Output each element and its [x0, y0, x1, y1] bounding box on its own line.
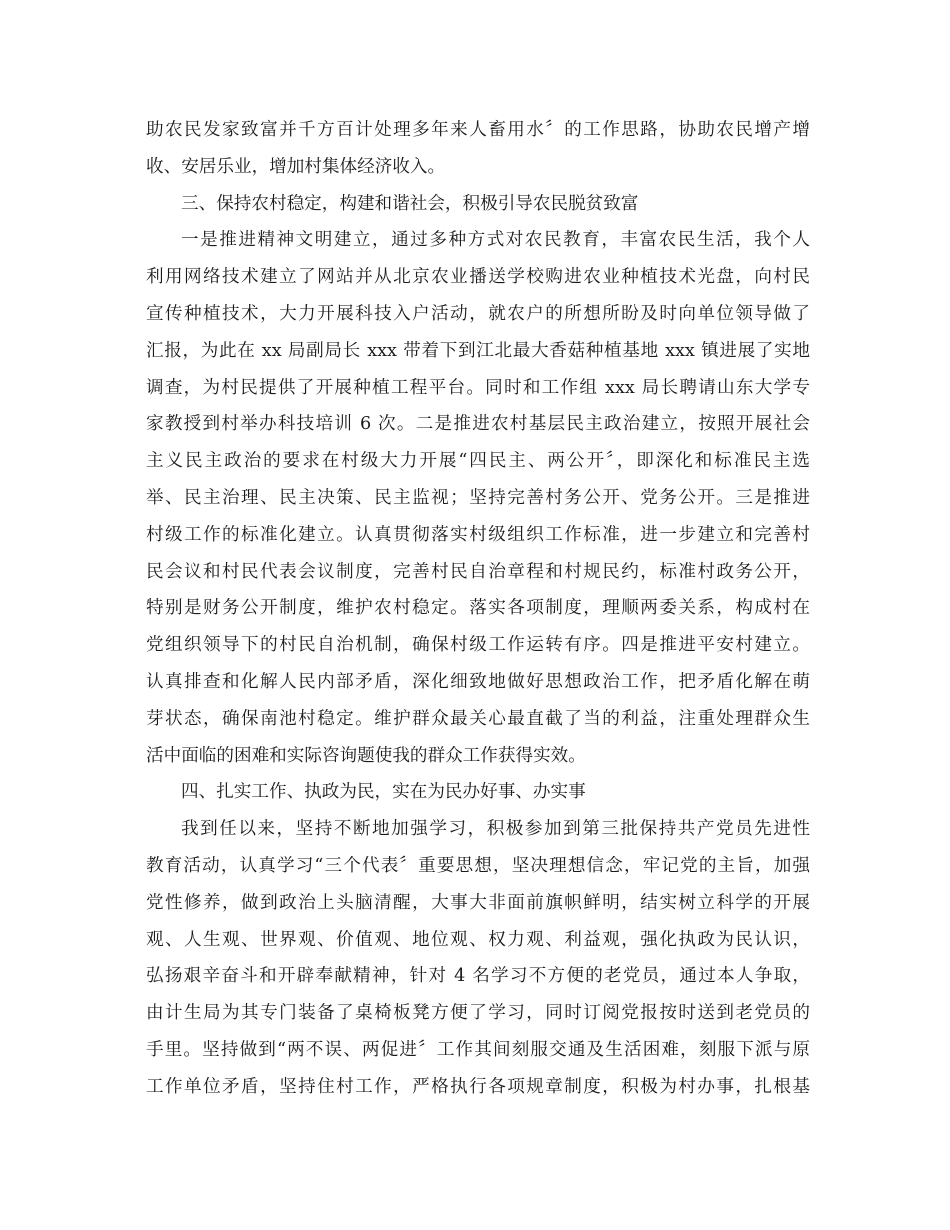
text-line: 利用网络技术建立了网站并从北京农业播送学校购进农业种植技术光盘，向村民 — [146, 267, 810, 288]
text-line: 我到任以来，坚持不断地加强学习，积极参加到第三批保持共产党员先进性 — [181, 819, 810, 840]
text-line: 村级工作的标准化建立。认真贯彻落实村级组织工作标准，进一步建立和完善村 — [146, 524, 810, 545]
text-line: 助农民发家致富并千方百计处理多年来人畜用水〞的工作思路，协助农民增产增 — [146, 120, 810, 140]
text-line: 家教授到村举办科技培训 6 次。二是推进农村基层民主政治建立，按照开展社会 — [146, 414, 810, 435]
section-heading: 三、保持农村稳定，构建和谐社会，积极引导农民脱贫致富 — [181, 193, 639, 214]
text-line: 教育活动，认真学习“三个代表〞重要思想，坚决理想信念，牢记党的主旨，加强 — [146, 855, 810, 876]
text-line: 党组织领导下的村民自治机制，确保村级工作运转有序。四是推进平安村建立。 — [146, 635, 810, 656]
text-line: 芽状态，确保南池村稳定。维护群众最关心最直截了当的利益，注重处理群众生 — [146, 708, 810, 729]
text-line: 宣传种植技术，大力开展科技入户活动，就农户的所想所盼及时向单位领导做了 — [146, 303, 810, 324]
text-line: 观、人生观、世界观、价值观、地位观、权力观、利益观，强化执政为民认识， — [146, 929, 810, 950]
text-line: 由计生局为其专门装备了桌椅板凳方便了学习，同时订阅党报按时送到老党员的 — [146, 1003, 810, 1024]
text-line: 主义民主政治的要求在村级大力开展“四民主、两公开〞，即深化和标准民主选 — [146, 451, 810, 472]
text-line: 特别是财务公开制度，维护农村稳定。落实各项制度，理顺两委关系，构成村在 — [146, 598, 810, 619]
text-line: 认真排查和化解人民内部矛盾，深化细致地做好思想政治工作，把矛盾化解在萌 — [146, 671, 810, 692]
text-line: 弘扬艰辛奋斗和开辟奉献精神，针对 4 名学习不方便的老党员，通过本人争取， — [146, 966, 810, 987]
text-line: 收、安居乐业，增加村集体经济收入。 — [146, 156, 446, 177]
document-body — [146, 112, 810, 1106]
text-line: 党性修养，做到政治上头脑清醒，大事大非面前旗帜鲜明，结实树立科学的开展 — [146, 892, 810, 913]
text-line: 工作单位矛盾，坚持住村工作，严格执行各项规章制度，积极为村办事，扎根基 — [146, 1076, 810, 1097]
text-line: 调查，为村民提供了开展种植工程平台。同时和工作组 xxx 局长聘请山东大学专 — [146, 377, 810, 398]
section-heading: 四、扎实工作、执政为民，实在为民办好事、办实事 — [181, 782, 586, 803]
text-line: 手里。坚持做到“两不误、两促进〞工作其间刻服交通及生活困难，刻服下派与原 — [146, 1039, 810, 1060]
text-line: 汇报，为此在 xx 局副局长 xxx 带着下到江北最大香菇种植基地 xxx 镇进展了实地 — [146, 340, 810, 361]
text-line: 民会议和村民代表会议制度，完善村民自治章程和村规民约，标准村政务公开， — [146, 561, 810, 582]
text-line: 一是推进精神文明建立，通过多种方式对农民教育，丰富农民生活，我个人 — [181, 230, 810, 251]
text-line: 活中面临的困难和实际咨询题使我的群众工作获得实效。 — [146, 745, 586, 766]
text-line: 举、民主治理、民主决策、民主监视；坚持完善村务公开、党务公开。三是推进 — [146, 487, 810, 508]
